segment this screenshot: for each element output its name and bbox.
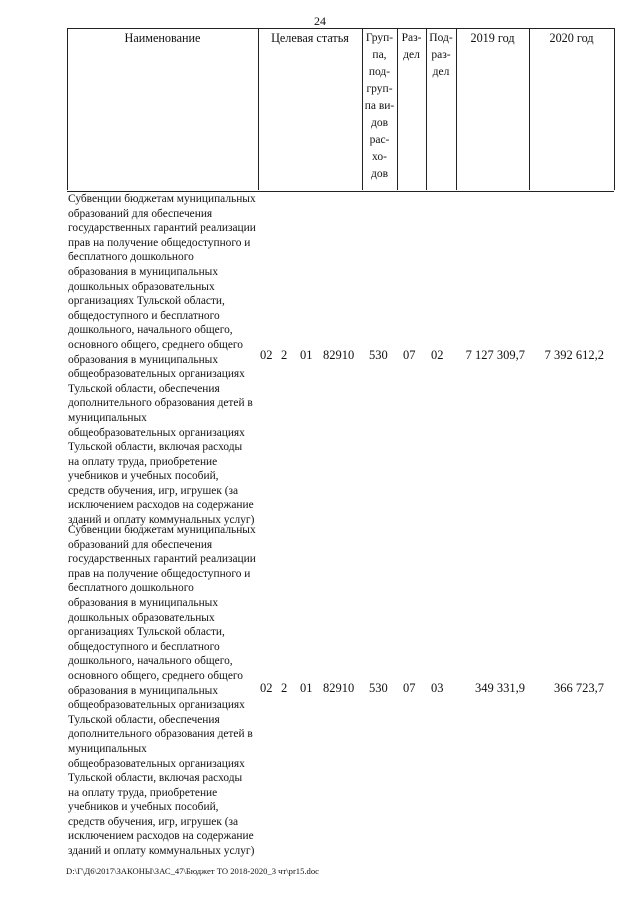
header-group-line: Груп- (365, 32, 394, 44)
value-2020: 366 723,7 (554, 681, 604, 695)
value-2019: 7 127 309,7 (465, 348, 525, 362)
code-direction: 82910 (323, 348, 355, 362)
table-header (67, 28, 614, 192)
header-subsection-line: дел (432, 66, 450, 78)
header-year-2020: 2020 год (549, 31, 594, 45)
column-divider (529, 28, 530, 190)
header-group-line: па, (372, 49, 387, 61)
row-name-line: прав на получение общедоступного и (68, 236, 251, 249)
header-group-line: дов (370, 168, 389, 180)
row-name-line: общедоступного и бесплатного (68, 640, 220, 653)
row-name-line: бесплатного дошкольного (68, 582, 194, 595)
row-name-line: на оплату труда, приобретение (68, 455, 218, 468)
group-code: 530 (369, 681, 388, 695)
row-name-line: Тульской области, обеспечения (68, 713, 220, 726)
header-section (397, 30, 426, 64)
row-name-line: образования в муниципальных (68, 353, 219, 366)
row-name-line: зданий и оплату коммунальных услуг) (68, 845, 255, 858)
header-group-line: груп- (366, 83, 393, 95)
row-name-line: средств обучения, игр, игрушек (за (68, 484, 239, 497)
value-2019: 349 331,9 (475, 681, 525, 695)
column-divider (614, 28, 615, 190)
page-number: 24 (314, 14, 326, 28)
group-code: 530 (369, 348, 388, 362)
header-section-line: дел (403, 49, 420, 61)
row-name-line: общеобразовательных организациях (68, 757, 245, 770)
header-group-line: под- (368, 66, 391, 78)
row-name-line: учебников и учебных пособий, (68, 801, 219, 814)
header-name: Наименование (124, 31, 201, 45)
row-name-line: образования в муниципальных (68, 684, 219, 697)
code-program: 02 (260, 681, 273, 695)
row-name-line: дошкольных образовательных (68, 611, 215, 624)
row-name-line: Тульской области, обеспечения (68, 382, 220, 395)
column-divider (258, 28, 259, 190)
row-name-line: образований для обеспечения (68, 207, 213, 220)
subsection-code: 03 (431, 681, 444, 695)
header-group-line: рас- (369, 134, 390, 146)
code-subprogram: 2 (281, 348, 288, 362)
row-name (68, 523, 258, 859)
header-subsection-line: Под- (429, 32, 453, 44)
footer-file-path: D:\Г\Д6\2017\ЗАКОНЫ\ЗАС_47\Бюджет ТО 2018-2020_3 чт\pr15.doc (66, 866, 319, 876)
column-divider (456, 28, 457, 190)
row-name-line: образований для обеспечения (68, 538, 213, 551)
row-name-line: дошкольных образовательных (68, 280, 215, 293)
row-name-line: общеобразовательных организациях (68, 368, 245, 381)
subsection-code: 02 (431, 348, 444, 362)
row-name-line: средств обучения, игр, игрушек (за (68, 815, 239, 828)
row-name-line: исключением расходов на содержание (68, 499, 254, 512)
row-name-line: образования в муниципальных (68, 265, 219, 278)
row-name-line: бесплатного дошкольного (68, 251, 194, 264)
row-name-line: Субвенции бюджетам муниципальных (68, 193, 256, 205)
row-name-line: образования в муниципальных (68, 596, 219, 609)
section-code: 07 (403, 348, 416, 362)
row-name-line: организациях Тульской области, (68, 626, 225, 639)
row-name-line: общедоступного и бесплатного (68, 309, 220, 322)
value-2020: 7 392 612,2 (544, 348, 604, 362)
header-subsection (426, 30, 456, 81)
header-subsection-line: раз- (431, 49, 451, 61)
row-name-line: общеобразовательных организациях (68, 426, 245, 439)
row-name-line: организациях Тульской области, (68, 295, 225, 308)
row-name-line: основного общего, среднего общего (68, 669, 243, 682)
row-name (68, 192, 258, 528)
column-divider (67, 28, 68, 190)
row-name-line: зданий и оплату коммунальных услуг) (68, 514, 255, 527)
row-name-line: исключением расходов на содержание (68, 830, 254, 843)
row-name-line: дополнительного образования детей в (68, 728, 253, 741)
row-name-line: учебников и учебных пособий, (68, 470, 219, 483)
header-target-article: Целевая статья (271, 31, 349, 45)
row-name-line: муниципальных (68, 742, 147, 755)
code-subprogram: 2 (281, 681, 288, 695)
code-main: 01 (300, 348, 313, 362)
code-direction: 82910 (323, 681, 355, 695)
header-section-line: Раз- (401, 32, 422, 44)
header-group (362, 30, 397, 183)
row-name-line: государственных гарантий реализации (68, 222, 256, 235)
header-year-2019: 2019 год (470, 31, 515, 45)
header-group-line: па ви- (364, 100, 395, 112)
row-name-line: дошкольного, начального общего, (68, 655, 233, 668)
code-program: 02 (260, 348, 273, 362)
section-code: 07 (403, 681, 416, 695)
row-name-line: прав на получение общедоступного и (68, 567, 251, 580)
row-name-line: муниципальных (68, 411, 147, 424)
row-name-line: общеобразовательных организациях (68, 699, 245, 712)
row-name-line: Тульской области, включая расходы (68, 441, 243, 454)
header-group-line: хо- (372, 151, 387, 163)
row-name-line: основного общего, среднего общего (68, 338, 243, 351)
row-name-line: государственных гарантий реализации (68, 553, 256, 566)
code-main: 01 (300, 681, 313, 695)
row-name-line: Субвенции бюджетам муниципальных (68, 524, 256, 536)
row-name-line: Тульской области, включая расходы (68, 772, 243, 785)
header-group-line: дов (370, 117, 389, 129)
row-name-line: дополнительного образования детей в (68, 397, 253, 410)
row-name-line: на оплату труда, приобретение (68, 786, 218, 799)
row-name-line: дошкольного, начального общего, (68, 324, 233, 337)
